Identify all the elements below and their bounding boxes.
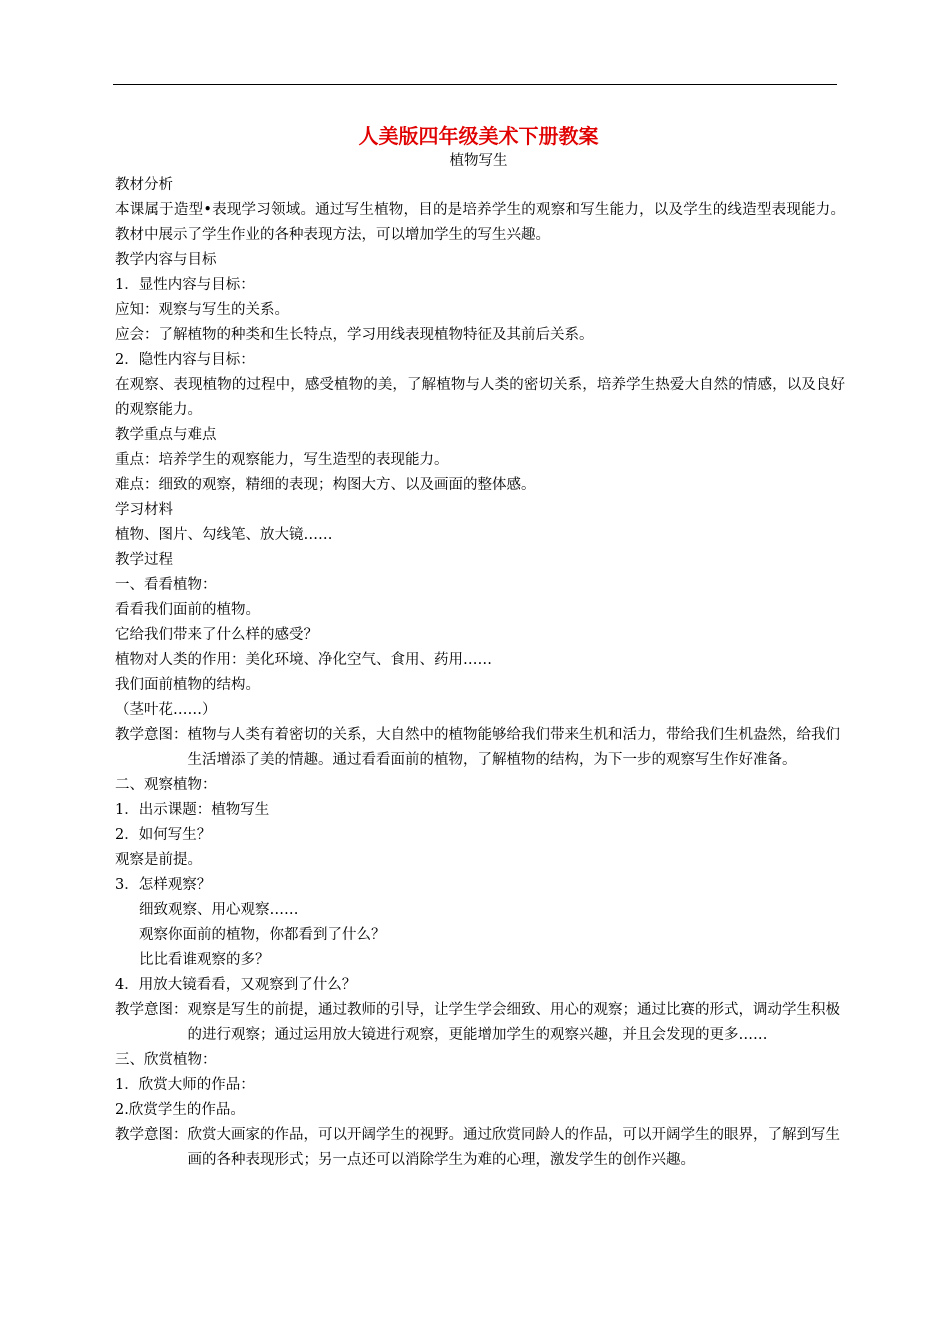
- paragraph: 本课属于造型•表现学习领域。通过写生植物，目的是培养学生的观察和写生能力，以及学生的线造型表现能力。教材中展示了学生作业的各种表现方法，可以增加学生的写生兴趣。: [115, 202, 845, 243]
- section-heading: 教材分析: [115, 177, 173, 193]
- list-item: 4．用放大镜看看，又观察到了什么？: [115, 977, 357, 993]
- list-item: 2．如何写生？: [115, 827, 212, 843]
- teaching-intent: [115, 723, 845, 773]
- text-line: 我们面前植物的结构。: [115, 677, 260, 693]
- text-line: 细致观察、用心观察……: [139, 902, 299, 918]
- text-line: 观察你面前的植物，你都看到了什么？: [139, 927, 386, 943]
- text-line: 看看我们面前的植物。: [115, 602, 260, 618]
- header-rule: [113, 84, 837, 85]
- text-line: 植物、图片、勾线笔、放大镜……: [115, 527, 333, 543]
- teaching-intent-text: 欣赏大画家的作品，可以开阔学生的视野。通过欣赏同龄人的作品，可以开阔学生的眼界，了解到写生画的各种表现形式；另一点还可以消除学生为难的心理，激发学生的创作兴趣。: [187, 1127, 840, 1168]
- section-heading: 教学内容与目标: [115, 252, 217, 268]
- document-title: 人美版四年级美术下册教案: [358, 124, 599, 148]
- section-heading: 学习材料: [115, 502, 173, 518]
- list-item: 1．出示课题：植物写生: [115, 802, 270, 818]
- teaching-intent-label: 教学意图：: [115, 1127, 188, 1143]
- teaching-intent: [115, 1123, 845, 1173]
- list-item: 1．显性内容与目标：: [115, 277, 255, 293]
- teaching-intent: [115, 998, 845, 1048]
- section-heading: 教学过程: [115, 552, 173, 568]
- text-line: 重点：培养学生的观察能力，写生造型的表现能力。: [115, 452, 449, 468]
- teaching-intent-text: 观察是写生的前提，通过教师的引导，让学生学会细致、用心的观察；通过比赛的形式，调动学生积极的进行观察；通过运用放大镜进行观察，更能增加学生的观察兴趣，并且会发现的更多……: [187, 1002, 840, 1043]
- document-subtitle: 植物写生: [449, 153, 508, 169]
- text-line: 比比看谁观察的多？: [139, 952, 270, 968]
- text-line: 它给我们带来了什么样的感受？: [115, 627, 318, 643]
- list-item: 1．欣赏大师的作品：: [115, 1077, 255, 1093]
- teaching-intent-label: 教学意图：: [115, 727, 188, 743]
- teaching-intent-text: 植物与人类有着密切的关系，大自然中的植物能够给我们带来生机和活力，带给我们生机盎然，给我们生活增添了美的情趣。通过看看面前的植物，了解植物的结构，为下一步的观察写生作好准备。: [187, 727, 840, 768]
- teaching-intent-label: 教学意图：: [115, 1002, 188, 1018]
- text-line: 应知：观察与写生的关系。: [115, 302, 289, 318]
- text-line: （茎叶花……）: [115, 702, 217, 718]
- step-heading: 一、看看植物：: [115, 577, 217, 593]
- list-item: 2.欣赏学生的作品。: [115, 1102, 245, 1118]
- document-body: [115, 122, 845, 1173]
- step-heading: 三、欣赏植物：: [115, 1052, 217, 1068]
- text-line: 观察是前提。: [115, 852, 202, 868]
- text-line: 难点：细致的观察，精细的表现；构图大方、以及画面的整体感。: [115, 477, 536, 493]
- list-item: 3．怎样观察？: [115, 877, 212, 893]
- list-item: 2．隐性内容与目标：: [115, 352, 255, 368]
- paragraph: 在观察、表现植物的过程中，感受植物的美，了解植物与人类的密切关系，培养学生热爱大自然的情感，以及良好的观察能力。: [115, 377, 845, 418]
- text-line: 应会：了解植物的种类和生长特点，学习用线表现植物特征及其前后关系。: [115, 327, 594, 343]
- step-heading: 二、观察植物：: [115, 777, 217, 793]
- text-line: 植物对人类的作用：美化环境、净化空气、食用、药用……: [115, 652, 492, 668]
- section-heading: 教学重点与难点: [115, 427, 217, 443]
